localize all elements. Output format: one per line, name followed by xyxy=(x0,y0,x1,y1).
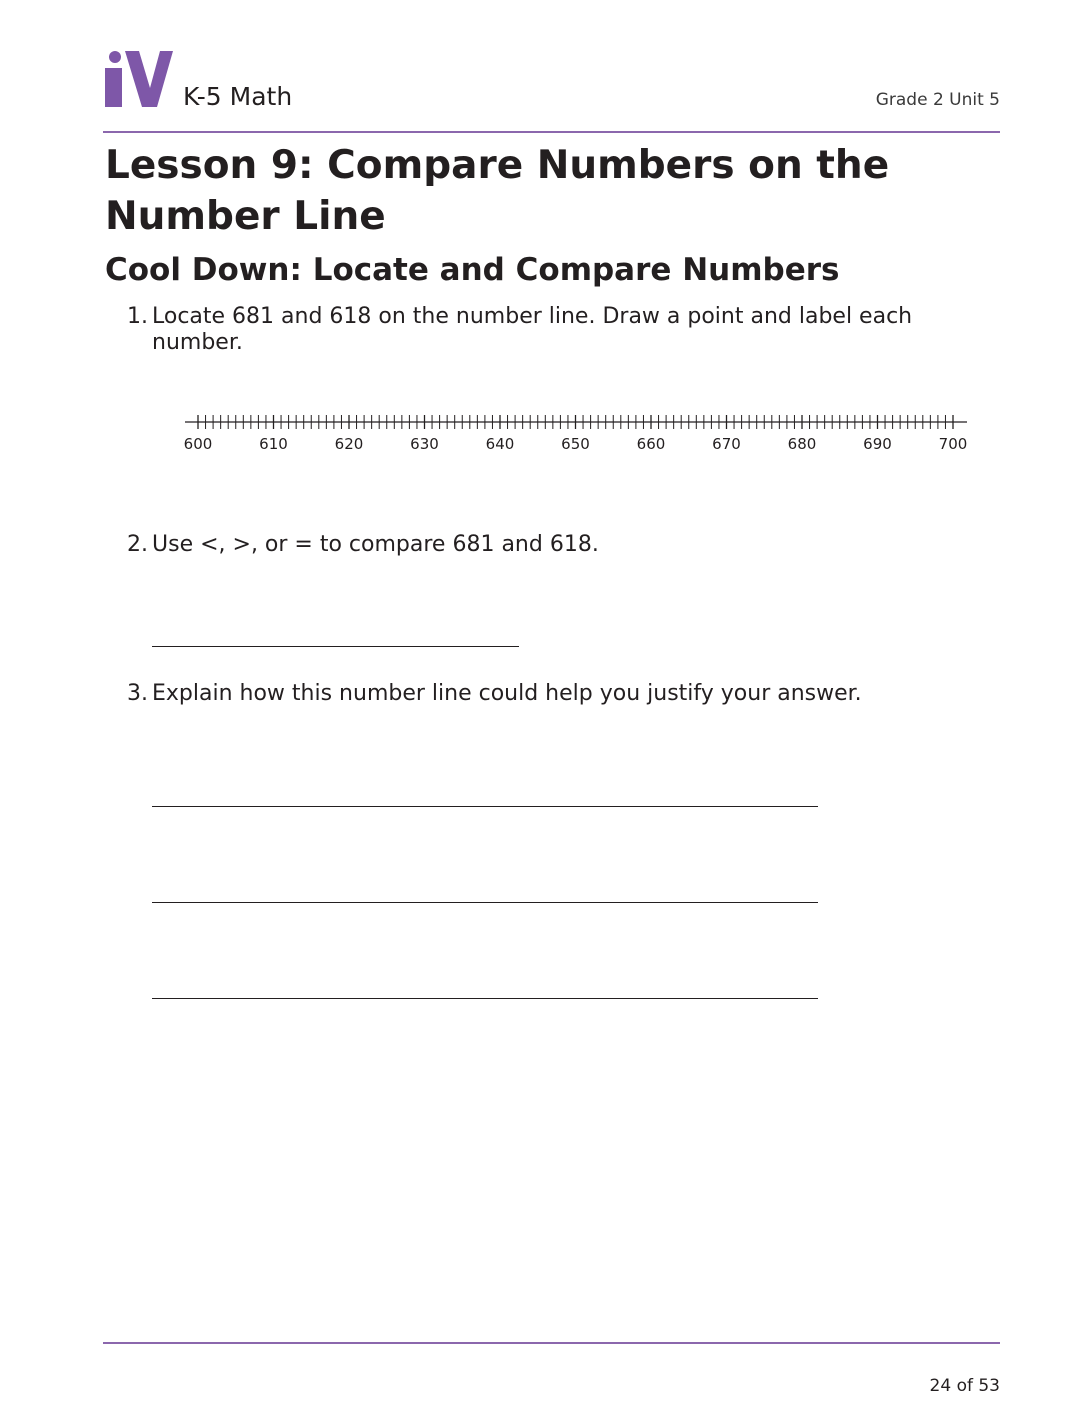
footer-divider xyxy=(103,1342,1000,1344)
number-line-tick-label: 610 xyxy=(259,435,288,453)
number-line-labels xyxy=(184,435,968,453)
number-line-tick-label: 680 xyxy=(787,435,817,453)
number-line[interactable] xyxy=(170,405,990,465)
question-2-answer-line[interactable] xyxy=(152,646,519,647)
question-3-answer-line-1[interactable] xyxy=(152,806,818,807)
question-3-answer-line-2[interactable] xyxy=(152,902,818,903)
number-line-tick-label: 690 xyxy=(863,435,892,453)
question-1-number: 1. xyxy=(127,304,148,329)
number-line-tick-label: 620 xyxy=(334,435,364,453)
page-number: 24 of 53 xyxy=(929,1376,1000,1396)
question-3-number: 3. xyxy=(127,681,148,706)
lesson-title: Lesson 9: Compare Numbers on the Number Line xyxy=(105,143,890,239)
logo-v-shape xyxy=(125,51,173,107)
im-logo xyxy=(103,50,173,108)
number-line-tick-label: 670 xyxy=(712,435,741,453)
number-line-tick-label: 640 xyxy=(485,435,515,453)
number-line-tick-label: 660 xyxy=(636,435,666,453)
number-line-tick-label: 630 xyxy=(410,435,439,453)
number-line-tick-label: 700 xyxy=(938,435,968,453)
logo-i-stem xyxy=(105,68,122,107)
logo-i-dot xyxy=(109,51,121,63)
grade-unit-label: Grade 2 Unit 5 xyxy=(875,90,1000,110)
product-name: K-5 Math xyxy=(183,82,293,111)
header-divider xyxy=(103,131,1000,133)
question-2-text: Use <, >, or = to compare 681 and 618. xyxy=(152,532,599,557)
question-3-answer-line-3[interactable] xyxy=(152,998,818,999)
section-title: Cool Down: Locate and Compare Numbers xyxy=(105,252,840,288)
number-line-ticks xyxy=(198,415,953,429)
question-2-number: 2. xyxy=(127,532,148,557)
number-line-tick-label: 600 xyxy=(183,435,213,453)
question-3-text: Explain how this number line could help you justify your answer. xyxy=(152,681,862,706)
question-1-text: Locate 681 and 618 on the number line. Draw a point and label each number. xyxy=(152,304,913,355)
number-line-tick-label: 650 xyxy=(561,435,590,453)
